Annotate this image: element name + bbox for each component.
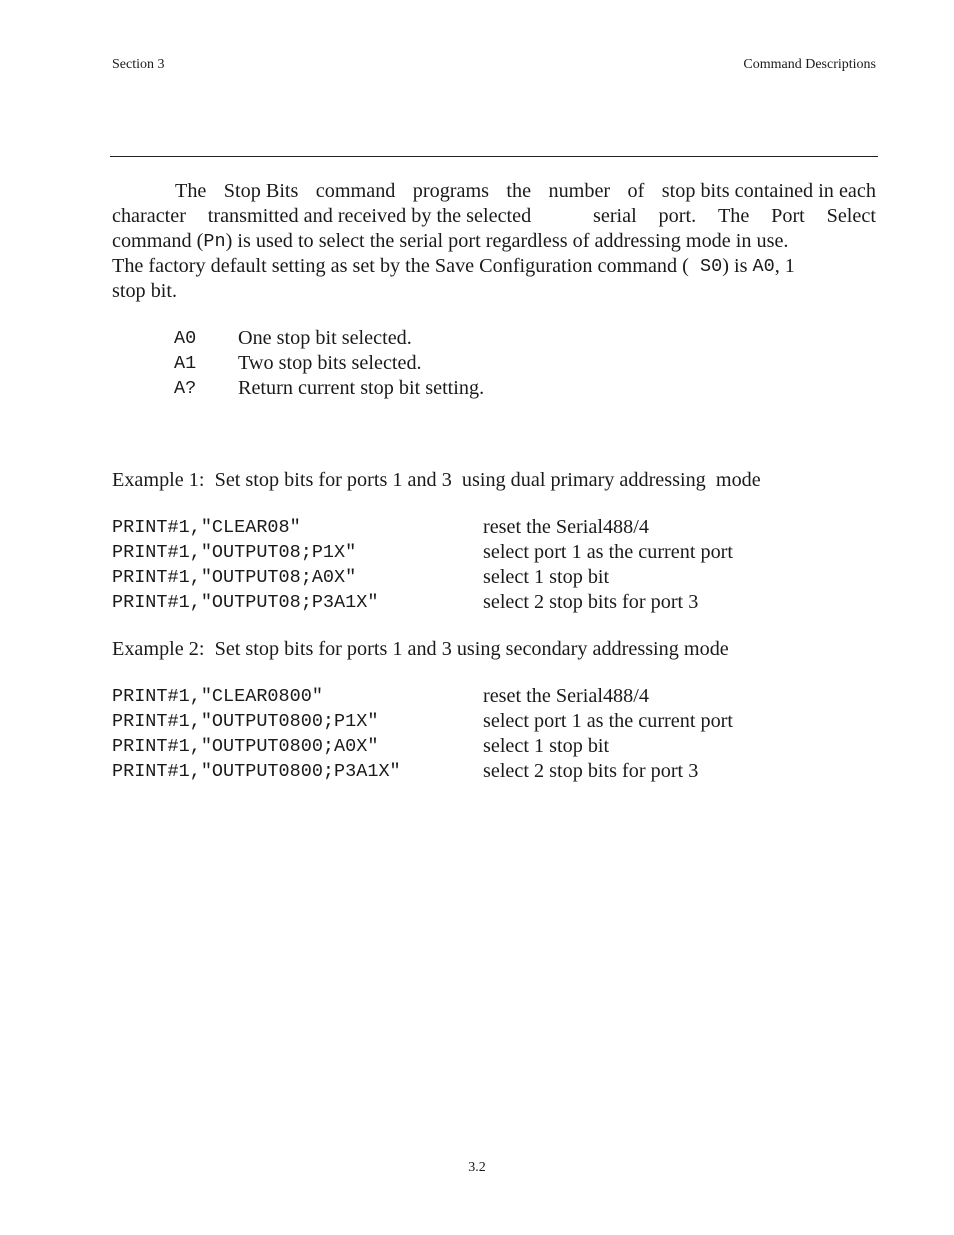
example-1-title: Example 1: Set stop bits for ports 1 and 3 using dual primary addressing mode	[112, 469, 761, 491]
intro-line-3	[112, 229, 876, 254]
intro-word: number	[548, 180, 611, 202]
intro-text: The factory default setting as set by the Save Configuration command (	[112, 255, 689, 277]
option-description: Two stop bits selected.	[238, 352, 422, 374]
intro-word: stop bits contained in each	[661, 180, 876, 202]
list-item	[112, 709, 733, 734]
list-item	[174, 351, 484, 376]
intro-word: Select	[826, 205, 876, 227]
command-code: PRINT#1,"CLEAR0800"	[112, 686, 323, 707]
command-description: select 2 stop bits for port 3	[483, 591, 699, 613]
example-2-title: Example 2: Set stop bits for ports 1 and 3 using secondary addressing mode	[112, 638, 729, 660]
option-code: A?	[174, 378, 197, 399]
intro-word: The	[175, 180, 207, 202]
list-item	[112, 540, 733, 565]
intro-word: Port	[771, 205, 805, 227]
option-code: A1	[174, 353, 197, 374]
intro-word: command	[315, 180, 396, 202]
command-code: PRINT#1,"CLEAR08"	[112, 517, 301, 538]
command-code: PRINT#1,"OUTPUT08;A0X"	[112, 567, 357, 588]
command-code: PRINT#1,"OUTPUT08;P3A1X"	[112, 592, 379, 613]
command-description: select 1 stop bit	[483, 735, 610, 757]
command-description: select port 1 as the current port	[483, 710, 734, 732]
intro-word: port.	[658, 205, 697, 227]
example-1-commands	[112, 515, 733, 615]
intro-word: serial	[593, 205, 637, 227]
list-item	[112, 590, 733, 615]
list-item	[112, 515, 733, 540]
intro-code-s0: S0	[688, 256, 723, 277]
intro-word: transmitted and received by the selected	[207, 205, 532, 227]
header-chapter-title: Command Descriptions	[743, 57, 876, 72]
option-description: Return current stop bit setting.	[238, 377, 485, 399]
command-description: reset the Serial488/4	[483, 685, 649, 707]
intro-word: programs	[412, 180, 490, 202]
list-item	[174, 326, 484, 351]
intro-text: command (	[112, 230, 204, 252]
list-item	[174, 376, 484, 401]
intro-code-a0: A0	[752, 256, 775, 277]
header-divider	[110, 156, 878, 157]
intro-word: Stop Bits	[223, 180, 299, 202]
intro-code-pn: Pn	[203, 231, 226, 252]
header-section-label: Section 3	[112, 57, 165, 72]
command-description: select 1 stop bit	[483, 566, 610, 588]
intro-line-4	[112, 254, 876, 279]
intro-word: the	[506, 180, 532, 202]
list-item	[112, 759, 733, 784]
page-number: 3.2	[468, 1160, 486, 1175]
option-code: A0	[174, 328, 197, 349]
intro-text: ) is used to select the serial port regardless of addressing mode in use.	[225, 230, 789, 252]
intro-word: The	[717, 205, 750, 227]
intro-text: ) is	[722, 255, 753, 277]
intro-paragraph	[112, 179, 876, 304]
intro-line-2	[112, 204, 876, 229]
example-2-commands	[112, 684, 733, 784]
list-item	[112, 684, 733, 709]
command-description: select port 1 as the current port	[483, 541, 734, 563]
command-code: PRINT#1,"OUTPUT08;P1X"	[112, 542, 357, 563]
option-description: One stop bit selected.	[238, 327, 412, 349]
command-code: PRINT#1,"OUTPUT0800;P3A1X"	[112, 761, 401, 782]
command-code: PRINT#1,"OUTPUT0800;P1X"	[112, 711, 379, 732]
list-item	[112, 565, 733, 590]
command-code: PRINT#1,"OUTPUT0800;A0X"	[112, 736, 379, 757]
option-list	[174, 326, 484, 401]
list-item	[112, 734, 733, 759]
intro-word: of	[627, 180, 645, 202]
intro-word: character	[112, 205, 186, 227]
intro-line-5	[112, 279, 876, 304]
intro-line-1	[112, 179, 876, 204]
command-description: select 2 stop bits for port 3	[483, 760, 699, 782]
intro-text: , 1	[774, 255, 795, 277]
command-description: reset the Serial488/4	[483, 516, 649, 538]
intro-text: stop bit.	[112, 280, 178, 302]
